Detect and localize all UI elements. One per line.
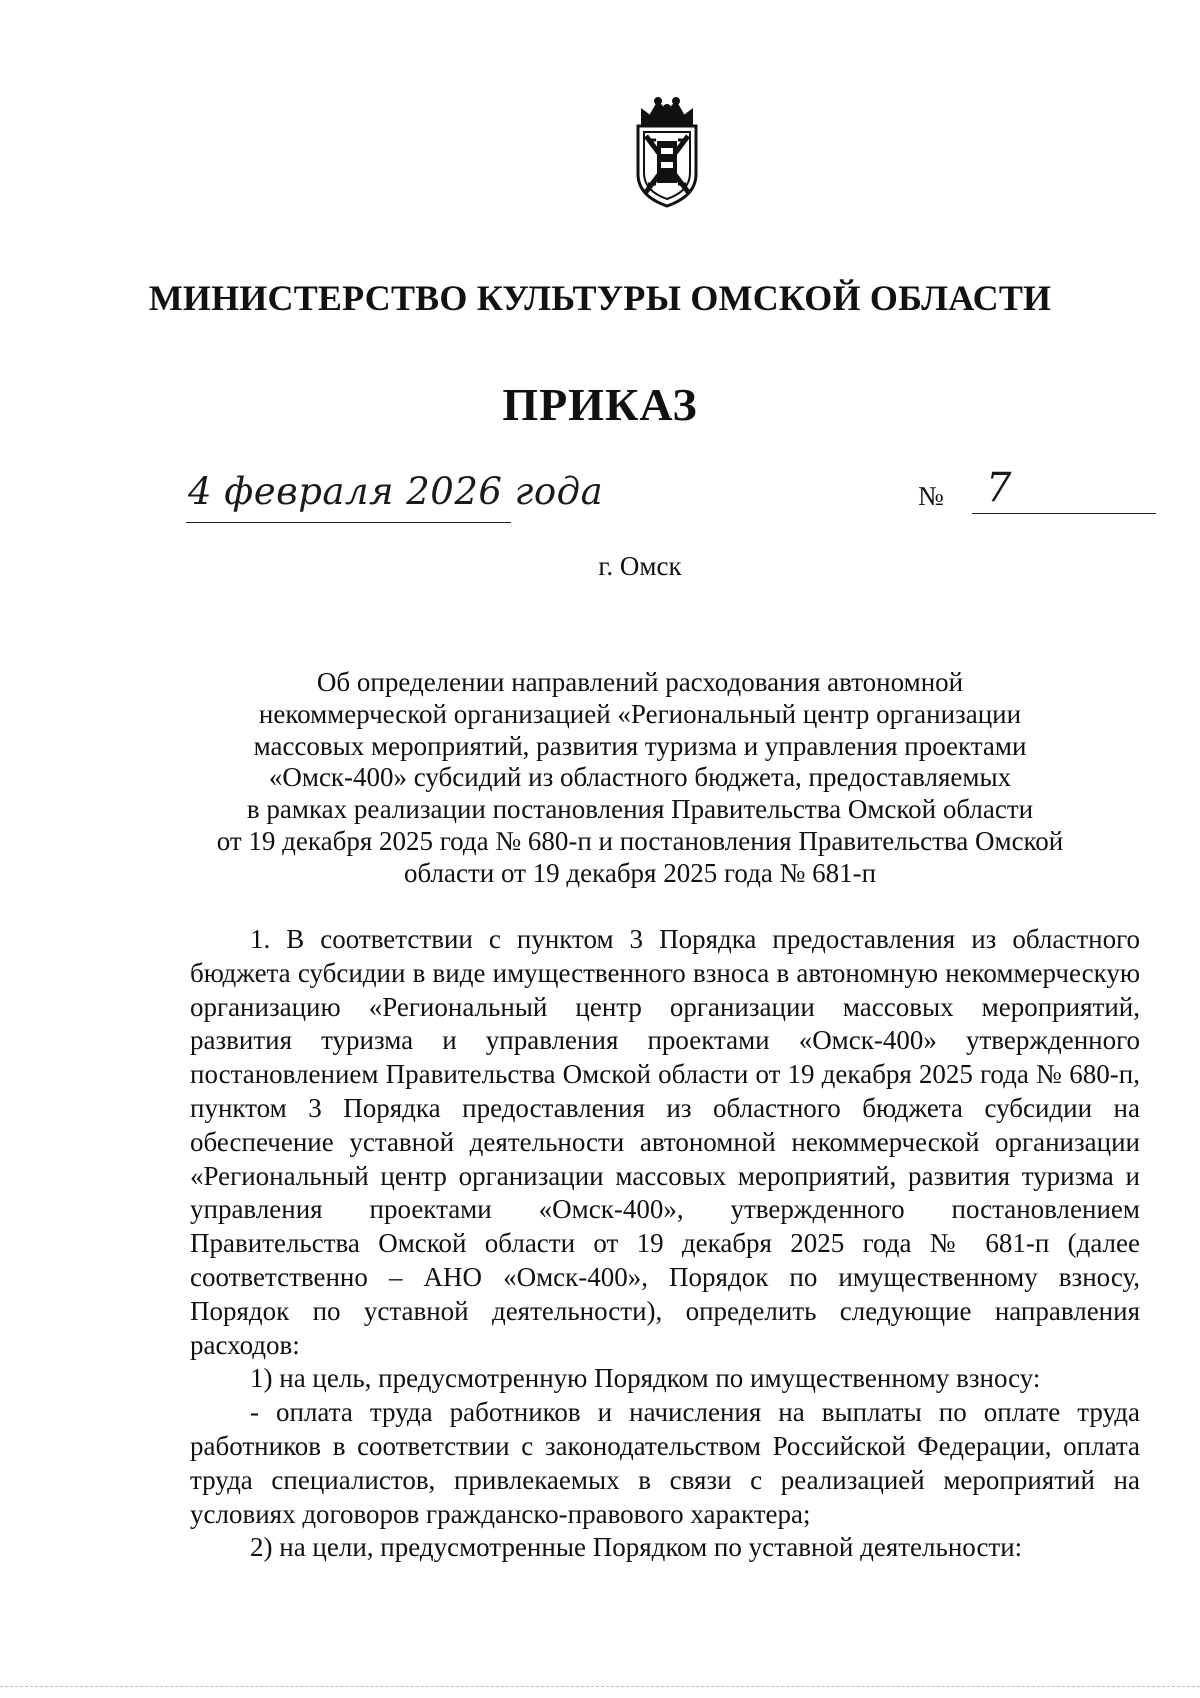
document-type-title: ПРИКАЗ [502, 379, 698, 430]
subject-line: Об определении направлений расходования автономной [316, 667, 964, 697]
list-item-2: 2) на цели, предусмотренные Порядком по уставной деятельности: [250, 1532, 1023, 1563]
date-underline [186, 522, 511, 523]
subject-line: массовых мероприятий, развития туризма и управления проектами [253, 730, 1027, 761]
subject-line: «Омск-400» субсидий из областного бюджета, предоставляемых [268, 762, 1012, 793]
list-subitem: - оплата труда работников и начисления на выплаты по оплате труда работников в соответствии с законодательством Российской Федерации, оплата труда специалистов, привлекаемых в связи с реализацией мероприятий на условиях договоров гражданско-правового характера; [190, 1397, 1140, 1529]
number-underline [972, 513, 1156, 514]
document-subject [180, 667, 1100, 890]
subject-line: в рамках реализации постановления Правительства Омской области [246, 794, 1034, 825]
handwritten-date: 4 февраля 2026 года [188, 470, 604, 513]
subject-line: от 19 декабря 2025 года № 680-п и постановления Правительства Омской [216, 825, 1064, 856]
paragraph-1: 1. В соответствии с пунктом 3 Порядка предоставления из областного бюджета субсидии в виде имущественного взноса в автономную некоммерческую организацию «Региональный центр организации массовых мероприятий, развития туризма и управления проектами «Омск-400» утвержденного постановлением Правительства Омской области от 19 декабря 2025 года № 680-п, пунктом 3 Порядка предоставления из областного бюджета субсидии на обеспечение уставной деятельности автономной некоммерческой организации «Региональный центр организации массовых мероприятий, развития туризма и управления проектами «Омск-400», утвержденного постановлением Правительства Омской области от 19 декабря 2025 года № 681-п (далее соответственно – АНО «Омск-400», Порядок по имущественному взносу, Порядок по уставной деятельности), определить следующие направления расходов: [190, 924, 1140, 1360]
number-label: № [918, 481, 944, 511]
document-body [190, 923, 1140, 1565]
ministry-name: МИНИСТЕРСТВО КУЛЬТУРЫ ОМСКОЙ ОБЛАСТИ [148, 278, 1052, 318]
city: г. Омск [598, 551, 682, 581]
subject-line: области от 19 декабря 2025 года № 681-п [403, 857, 877, 888]
list-item-1: 1) на цель, предусмотренную Порядком по имущественному взносу: [250, 1363, 1041, 1394]
subject-line: некоммерческой организацией «Региональный центр организации [258, 698, 1022, 729]
scan-edge-divider [0, 1686, 1200, 1687]
handwritten-number: 7 [986, 465, 1012, 511]
coat-of-arms-icon [628, 96, 706, 208]
